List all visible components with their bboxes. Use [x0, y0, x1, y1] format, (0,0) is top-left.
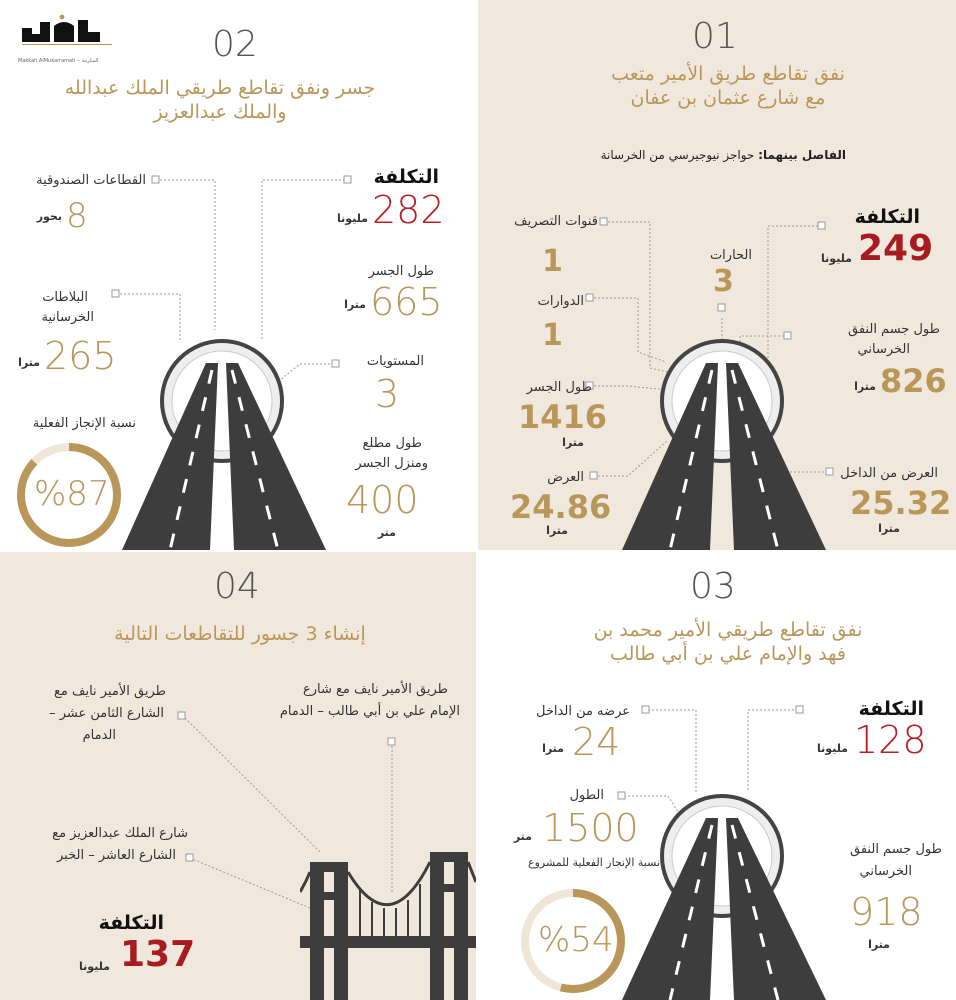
title-line-2: والملك عبدالعزيز	[153, 101, 287, 123]
bridge-length-label: طول الجسر	[368, 264, 434, 279]
roundabouts-value: 1	[542, 318, 563, 353]
inner-width-value: 24	[572, 720, 621, 764]
bridge-item-2-line-2: الشارع الثامن عشر –	[49, 706, 164, 721]
cost-value: 137	[120, 934, 196, 975]
panel-01	[478, 0, 956, 550]
ramps-value: 400	[346, 478, 419, 522]
length-unit: متر	[513, 830, 532, 843]
length-label: الطول	[569, 788, 604, 803]
panel-number: 04	[214, 566, 260, 607]
box-sections-label: القطاعات الصندوقية	[36, 173, 146, 188]
inner-width-label: العرض من الداخل	[840, 466, 938, 481]
bridge-length-unit: مترا	[562, 436, 584, 449]
panel-number: 02	[212, 24, 258, 65]
cost-unit: مليونا	[821, 252, 852, 265]
tunnel-road-illustration	[618, 780, 828, 1000]
length-value: 1500	[542, 806, 639, 850]
progress-value: %87	[34, 474, 110, 514]
suspension-bridge-illustration	[300, 832, 476, 1000]
roundabouts-label: الدوارات	[537, 294, 584, 309]
cost-value: 249	[858, 228, 934, 269]
title-line-1: نفق تقاطع طريقي الأمير محمد بن	[593, 619, 863, 641]
tunnel-length-value: 918	[850, 890, 923, 934]
inner-width-unit: مترا	[542, 742, 564, 755]
panel-title: إنشاء 3 جسور للتقاطعات التالية	[114, 623, 366, 645]
cost-unit: مليونا	[337, 212, 368, 225]
bridge-item-1-line-1: طريق الأمير نايف مع شارع	[302, 682, 448, 697]
box-sections-value: 8	[66, 196, 88, 236]
bridge-item-1-line-2: الإمام علي بن أبي طالب – الدمام	[279, 704, 460, 719]
cost-label: التكلفة	[854, 206, 920, 228]
bridge-length-value: 1416	[518, 398, 608, 436]
cost-label: التكلفة	[98, 912, 164, 934]
tunnel-length-label-2: الخرساني	[857, 342, 910, 357]
levels-value: 3	[375, 372, 400, 416]
tunnel-length-label-2: الخرساني	[859, 864, 912, 879]
lanes-label: الحارات	[709, 248, 752, 263]
tunnel-length-value: 826	[880, 362, 947, 400]
slabs-label-1: البلاطات	[42, 290, 88, 305]
inner-width-unit: مترا	[878, 522, 900, 535]
cost-unit: مليونا	[79, 960, 110, 973]
cost-unit: مليونا	[817, 742, 848, 755]
cost-value: 128	[854, 718, 927, 762]
bridge-item-2-line-1: طريق الأمير نايف مع	[54, 684, 166, 699]
slabs-unit: مترا	[18, 356, 40, 369]
logo-subtitle: Makkah AlMukarramah ‒ المكرمة	[18, 58, 99, 64]
cost-value: 282	[372, 188, 445, 232]
bridge-item-3-line-1: شارع الملك عبدالعزيز مع	[52, 826, 188, 841]
width-label: العرض	[547, 470, 584, 485]
cost-label: التكلفة	[373, 166, 439, 188]
lanes-value: 3	[713, 264, 734, 299]
tunnel-length-label-1: طول جسم النفق	[848, 322, 940, 337]
bridge-length-label: طول الجسر	[526, 380, 592, 395]
cost-label: التكلفة	[858, 698, 924, 720]
drain-channels-value: 1	[542, 244, 563, 279]
panel-02	[0, 0, 476, 550]
ramps-label-1: طول مطلع	[362, 436, 422, 451]
separator-label: الفاصل بينهما:	[758, 148, 846, 162]
inner-width-label: عرضه من الداخل	[536, 704, 630, 719]
slabs-label-2: الخرسانية	[41, 310, 94, 325]
panel-number: 01	[692, 16, 738, 57]
bridge-item-3-line-2: الشارع العاشر – الخبر	[57, 848, 176, 863]
tunnel-length-label-1: طول جسم النفق	[850, 842, 942, 857]
bridge-length-unit: مترا	[344, 298, 366, 311]
bridge-length-value: 665	[370, 280, 443, 324]
width-value: 24.86	[510, 488, 612, 526]
title-line-2: فهد والإمام علي بن أبي طالب	[609, 643, 846, 665]
bridge-item-2-line-3: الدمام	[82, 728, 116, 743]
title-line-2: مع شارع عثمان بن عفان	[630, 87, 826, 109]
panel-number: 03	[690, 566, 736, 607]
title-line-1: نفق تقاطع طريق الأمير متعب	[611, 63, 845, 85]
drain-channels-label: قنوات التصريف	[514, 214, 598, 229]
separator-value: حواجز نيوجيرسي من الخرسانة	[600, 148, 755, 162]
panel-04	[0, 552, 476, 1000]
tunnel-length-unit: مترا	[854, 380, 876, 393]
slabs-value: 265	[44, 334, 117, 378]
inner-width-value: 25.32	[850, 484, 952, 522]
title-line-1: جسر ونفق تقاطع طريقي الملك عبدالله	[64, 77, 376, 99]
tunnel-road-illustration	[618, 325, 828, 550]
tunnel-length-unit: مترا	[868, 938, 890, 951]
ramps-unit: متر	[377, 526, 396, 539]
ramps-label-2: ومنزل الجسر	[355, 456, 428, 471]
tunnel-road-illustration	[118, 325, 328, 550]
progress-label: نسبة الإنجاز الفعلية	[32, 416, 136, 431]
progress-value: %54	[538, 920, 614, 960]
levels-label: المستويات	[366, 354, 424, 369]
panel-03	[478, 552, 956, 1000]
box-sections-unit: بحور	[36, 210, 62, 223]
progress-label: نسبة الإنجاز الفعلية للمشروع	[528, 856, 660, 869]
width-unit: مترا	[546, 524, 568, 537]
